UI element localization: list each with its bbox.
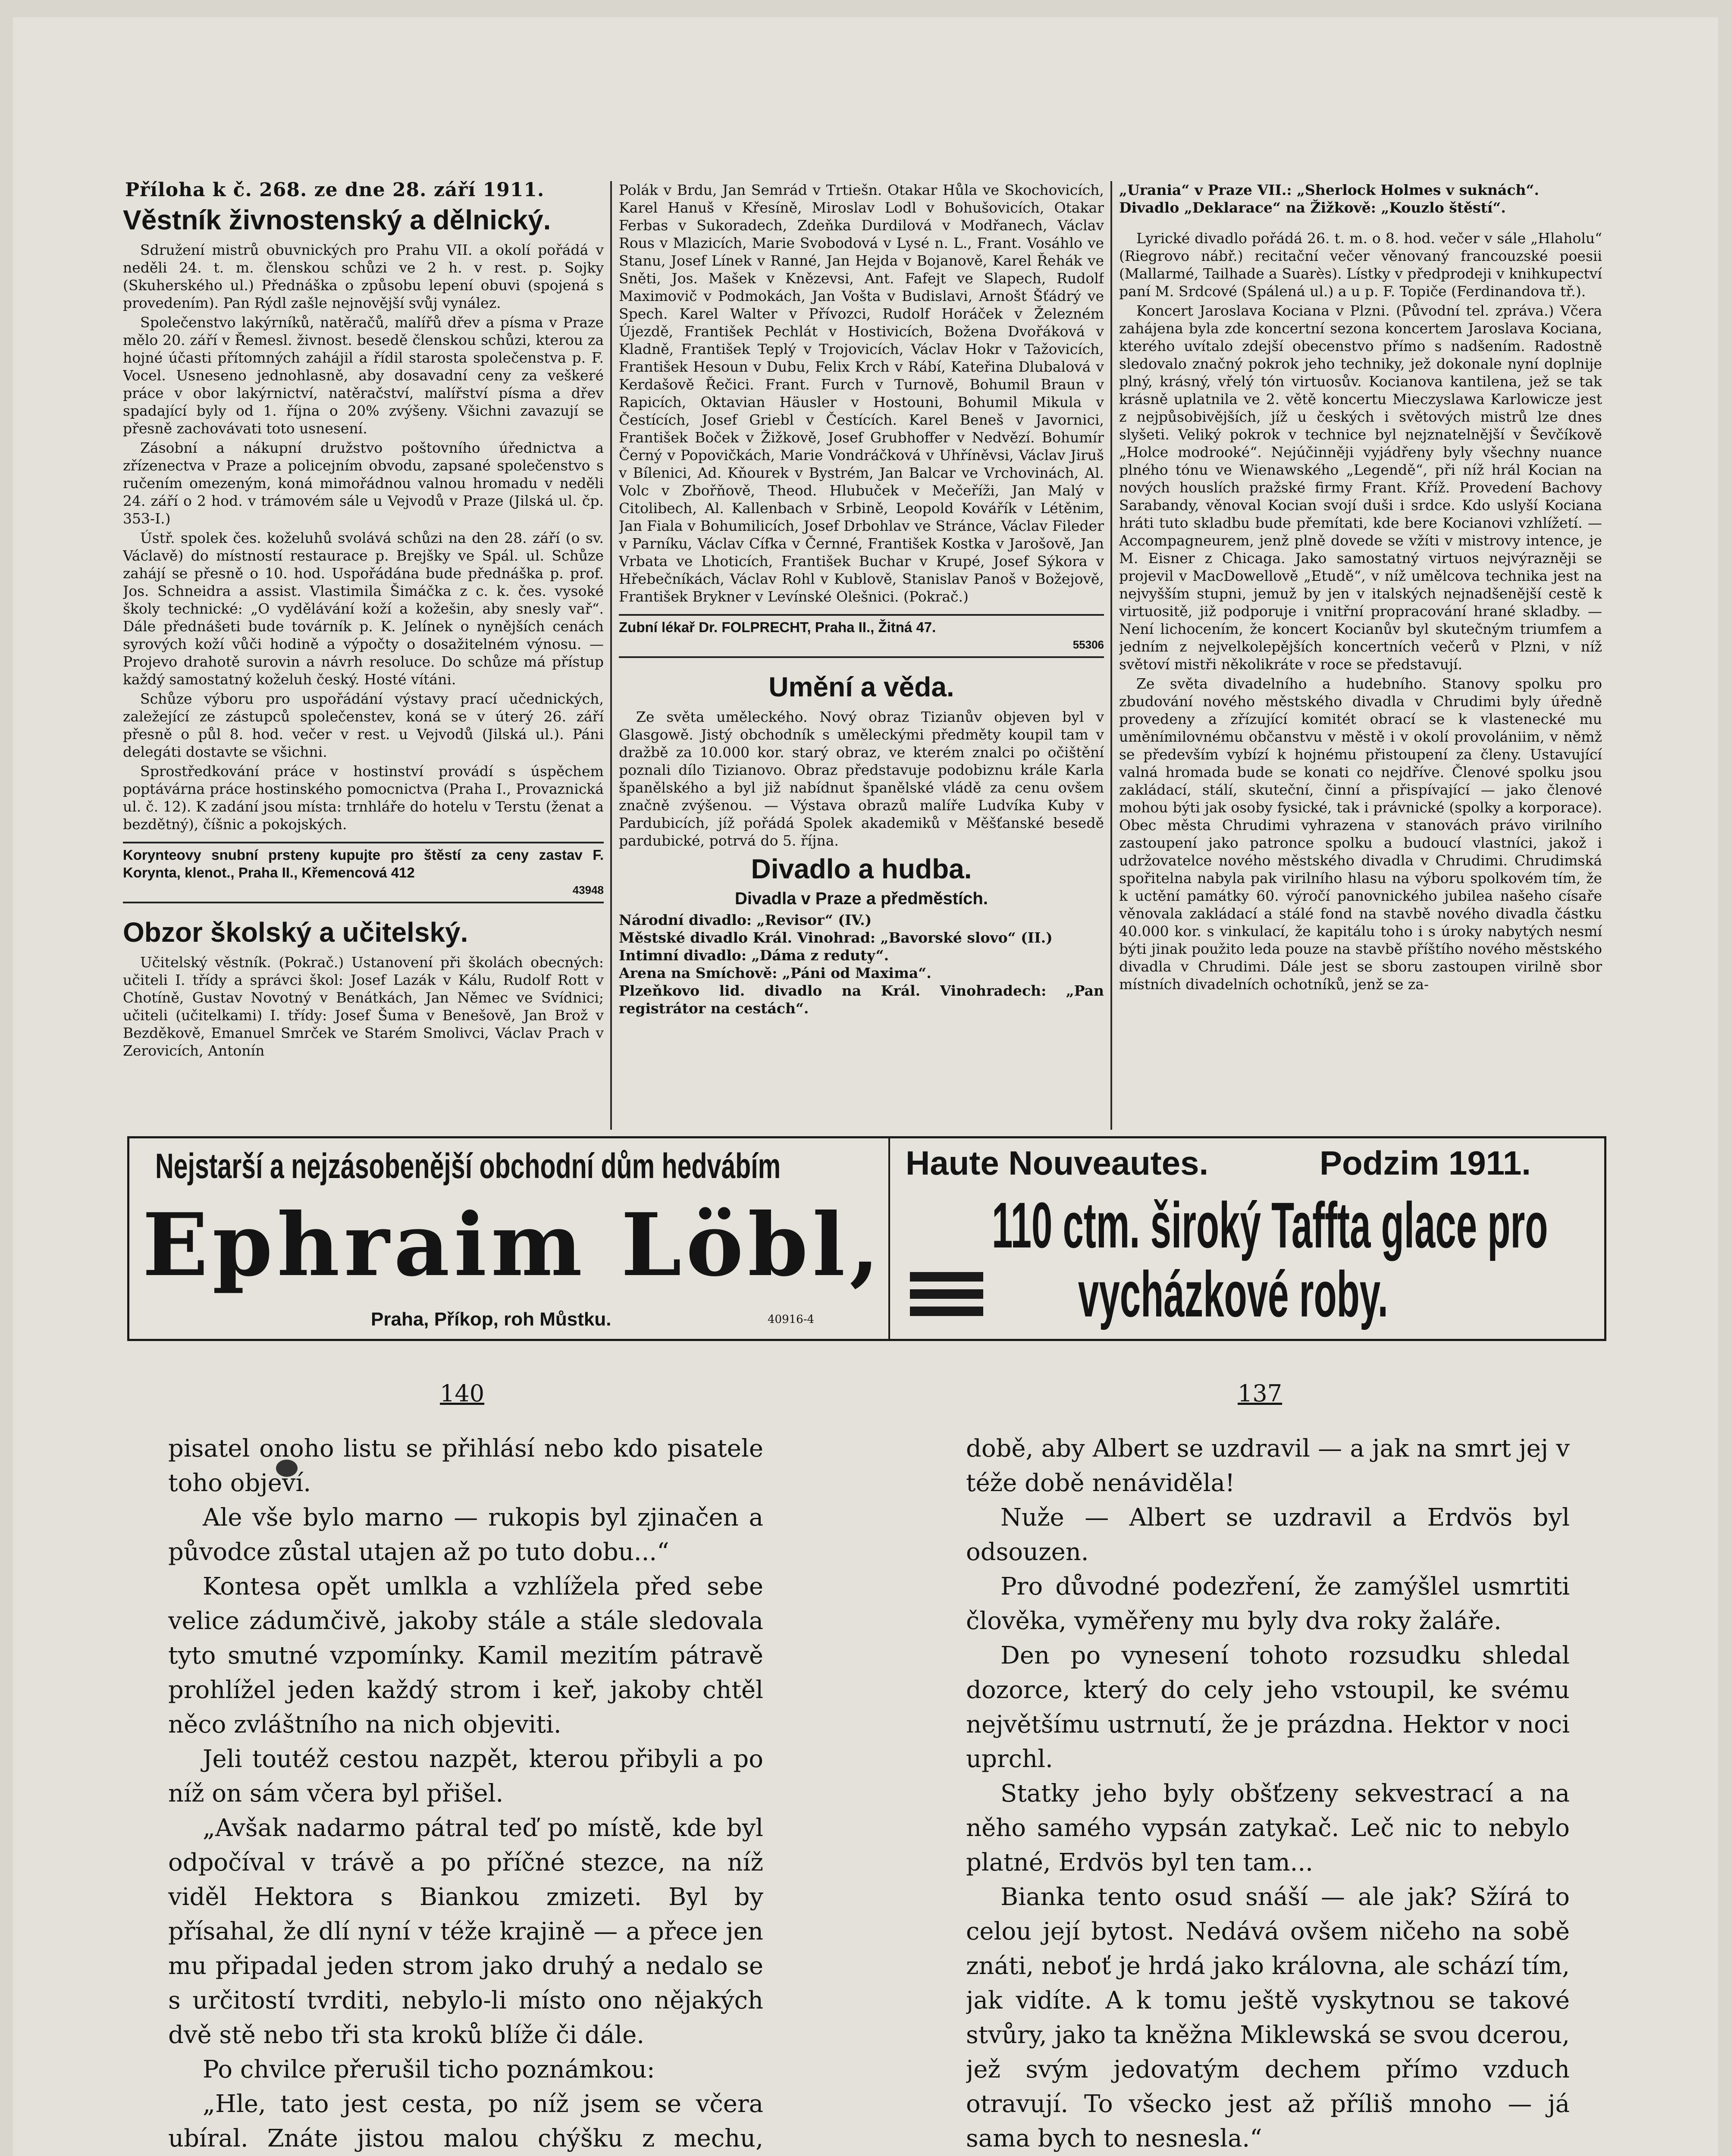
section-title-trade: Věstník živnostenský a dělnický.	[123, 204, 551, 235]
ad-korynta-text: Korynteovy snubní prsteny kupujte pro štěstí za ceny zastav F. Korynta, klenot., Praha II., Křemencová 412	[123, 847, 604, 881]
novel-paragraph: Po chvilce přerušil ticho poznámkou:	[203, 2056, 655, 2084]
article-paragraph: Ze světa uměleckého. Nový obraz Tizianův objeven byl v Glasgowě. Jistý obchodník s uměleckými předměty koupil tam v dražbě za 10.000 kor. starý obraz, ve kterém znalci po očištění poznali dílo Tizianovo. Obraz představuje podobiznu krále Karla španělského a byl již nabídnut španělské vládě za cenu ovšem značně zvýšenou. — Výstava obrazů malíře Ludvíka Kuby v Pardubicích, jíž pořádá Spolek akademiků v Měšťanské besedě pardubické, potrvá do 5. října.	[619, 708, 1104, 849]
article-paragraph: Schůze výboru pro uspořádání výstavy prací učednických, zaležející ze zástupců společenstev, koná se v úterý 26. září přesně o půl 8. hod. večer v rest. u Vejvodů (Jilská ul.). Páni delegáti dostavte se všichni.	[123, 690, 604, 760]
section-title-school: Obzor školský a učitelský.	[123, 917, 468, 948]
column-3	[1119, 181, 1602, 1130]
ad-dentist	[619, 614, 1104, 658]
ad-decor-bar	[910, 1307, 983, 1316]
ad-address: Praha, Příkop, roh Můstku.	[371, 1309, 611, 1330]
theatre-listing: „Urania“ v Praze VII.: „Sherlock Holmes v suknách“.	[1119, 182, 1539, 198]
novel-paragraph: Kontesa opět umlkla a vzhlížela před sebe velice zádumčivě, jakoby stále a stále sledovala tyto smutné vzpomínky. Kamil mezitím pátravě prohlížel jeden každý strom i keř, jakoby chtěl něco zvláštního na nich objeviti.	[168, 1573, 763, 1739]
article-paragraph: Lyrické divadlo pořádá 26. t. m. o 8. hod. večer v sále „Hlaholu“ (Riegrovo nábř.) recitační večer věnovaný francouzské poesii (Mallarmé, Tailhade a Suarès). Lístky v předprodeji v knihkupectví paní M. Srdcové (Spálená ul.) a u p. F. Topiče (Ferdinandova tř.).	[1119, 230, 1602, 300]
theatre-listing: Národní divadlo: „Revisor“ (IV.)	[619, 912, 872, 928]
silk-store-ad	[127, 1136, 1606, 1341]
article-paragraph: Sprostředkování práce v hostinství provádí s úspěchem poptávárna práce hostinského pomocnictva (Praha I., Provaznická ul. č. 12). K zadání jsou místa: trnhláře do hotelu v Terstu (ženat a bezdětný), číšnic a pokojských.	[123, 763, 604, 833]
column-divider	[610, 181, 612, 1130]
ad-korynta-number: 43948	[572, 884, 604, 896]
newspaper-page	[13, 17, 1718, 2156]
novel-paragraph: Bianka tento osud snáší — ale jak? Sžírá to celou její bytost. Nedává ovšem ničeho na sobě znáti, neboť je hrdá jako královna, ale schází tím, jak vidíte. A k tomu ještě vyskytnou se takové stvůry, jako ta kněžna Miklewská se svou dcerou, jež svým jedovatým dechem přímo vzduch otravují. To všecko jest až příliš mnoho — já sama bych to nesnesla.“	[966, 1883, 1570, 2153]
ad-number: 40916-4	[768, 1313, 815, 1326]
novel-page-right	[966, 1432, 1570, 2156]
article-paragraph: Ústř. spolek čes. koželuhů svolává schůzi na den 28. září (o sv. Václavě) do místností restaurace p. Brejšky ve Spál. ul. Schůze zahájí se přesně o 10. hod. Uspořádána bude přednáška p. prof. Jos. Schneidra a assist. Vlastimila Šimáčka z c. k. čes. vysoké školy technické: „O vydělávání koží a kožešin, aby snesly vař“. Dále přednášeti bude továrník p. K. Jelínek o nynějších cenách syrových koží vůči hodině a výpočty o dosažitelném výnosu. — Projevo drahotě surovin a návrh resoluce. Do schůze má přístup každý samostatný koželuh český. Hosté vítáni.	[123, 530, 604, 688]
novel-paragraph: Nuže — Albert se uzdravil a Erdvös byl odsouzen.	[966, 1504, 1570, 1566]
ad-left-panel	[129, 1138, 890, 1339]
ad-dentist-number: 55306	[1072, 638, 1104, 651]
theatre-listing: Městské divadlo Král. Vinohrad: „Bavorské slovo“ (II.)	[619, 929, 1053, 946]
article-paragraph: Společenstvo lakýrníků, natěračů, malířů dřev a písma v Praze mělo 20. září v Řemesl. živnost. besedě členskou schůzi, kterou za hojné účasti přítomných zahájil a řídil starosta společenstva p. F. Vocel. Usneseno jednohlasně, aby dosavadní ceny za veškeré práce v obor lakýrnictví, natěračství, malířství písma a dřev spadající byly od 1. října o 20% zvýšeny. Všichni zavazují se přesně zachovávati toto usnesení.	[123, 314, 604, 437]
section-title-art: Umění a věda.	[768, 671, 954, 702]
column-divider	[1110, 181, 1112, 1130]
page-number-left: 140	[440, 1380, 485, 1407]
ad-offer-line-1: 110 ctm. široký Taffta glace pro	[992, 1189, 1548, 1261]
article-paragraph: Sdružení mistrů obuvnických pro Prahu VII. a okolí pořádá v neděli 24. t. m. členskou schůzi ve 2 h. v rest. p. Sojky (Skuherského ul.) Přednáška o způsobu lepení obuvi (spojená s provedením). Pan Rýdl zašle nejnovější svůj vynález.	[123, 241, 604, 311]
theatre-listing: Arena na Smíchově: „Páni od Maxima“.	[619, 965, 931, 981]
theatre-listing: Divadlo „Deklarace“ na Žižkově: „Kouzlo štěstí“.	[1119, 199, 1506, 216]
novel-paragraph: Statky jeho byly obšťzeny sekvestrací a na něho samého vypsán zatykač. Leč nic to nebylo platné, Erdvös byl ten tam...	[966, 1780, 1570, 1877]
ad-brand-name: Ephraim Löbl,	[142, 1194, 884, 1296]
theatre-subtitle: Divadla v Praze a předměstích.	[735, 889, 988, 908]
novel-paragraph: pisatel onoho listu se přihlásí nebo kdo pisatele toho objeví.	[168, 1435, 763, 1497]
ad-dentist-text: Zubní lékař Dr. FOLPRECHT, Praha II., Žitná 47.	[619, 619, 936, 635]
novel-paragraph: Ale vše bylo marno — rukopis byl zjinačen a původce zůstal utajen až po tuto dobu...“	[168, 1504, 763, 1566]
page-number-right: 137	[1238, 1380, 1283, 1407]
ad-decor-bar	[910, 1272, 983, 1282]
article-paragraph: Ze světa divadelního a hudebního. Stanovy spolku pro zbudování nového městského divadla v Chrudimi byly úředně provedeny a zřízující komitét obrací se k vlastenecké mu uměnímilovnému občanstvu v městě i v okolí provolániim, v němž se především vybízí k hojnému přistoupení za členy. Ustavující valná hromada bude se konati co nejdříve. Členové spolku jsou zakládací, stálí, skuteční, činní a přispívající — jako členové mohou býti jak osoby fysické, tak i právnické (spolky a korporace). Obec města Chrudimi vyhrazena v stanovách právo virilního zastoupení jako patronce spolku a budoucí vlastníci, jakož i udržovatelce nového městského divadla v Chrudimi. Chrudimská spořitelna nabyla pak virilního hlasu na výboru spolkovém tím, že k uctění památky 60. výročí panovnického jubilea našeho císaře věnovala zakládací a stálé fond na stavbě nového divadla částku 40.000 kor. s vinkulací, že kapitálu toho i s úroky nabytých nesmí býti jinak použito leda pouze na stavbě příštího nového městského divadla v Chrudimi. Dále jest se sboru zastoupen virilně sbor místních divadelních ochotníků, jenž se za-	[1119, 675, 1602, 993]
article-paragraph: Polák v Brdu, Jan Semrád v Trtiešn. Otakar Hůla ve Skochovicích, Karel Hanuš v Křesíně, Miroslav Lodl v Bohušovicích, Otakar Ferbas v Sukoradech, Zdeňka Durdilová v Modřanech, Václav Rous v Mlazicích, Marie Svobodová v Lysé n. L., Frant. Vosáhlo ve Stanu, Josef Línek v Ranné, Jan Hejda v Bojanově, Karel Řehák ve Sněti, Jos. Mašek v Knězevsi, Ant. Fafejt ve Slapech, Rudolf Maximovič v Podmokách, Jan Vošta v Budislavi, Arnošt Šťádrý ve Spech. Karel Walter v Přívozci, Rudolf Horáček v Železném Újezdě, František Pechlát v Hostivicích, Božena Dvořáková v Kladně, František Teplý v Trojovicích, Václav Hokr v Tažovicích, František Hesoun v Dubu, Felix Krch v Rábí, Kateřina Dlubalová v Kerdašově Řečici. Frant. Furch v Turnově, Bohumil Braun v Rapicích, Oktavian Häusler v Hostouni, Bohumil Mikula v Čestících, Josef Griebl v Čestících. Karel Beneš v Javornici, František Boček v Žižkově, Josef Grubhoffer v Nedvězí. Bohumír Černý v Popovičkách, Marie Vondráčková v Uhříněvsi, Václav Jiruš v Bílenici, Ad. Kňourek v Bystrém, Jan Balcar ve Vrchovinách, Al. Volc v Zbořňově, Theod. Hlubuček v Mečeříži, Jan Malý v Citolibech, Al. Kallenbach v Srbině, Leopold Kovářík v Létěnim, Jan Fiala v Bohumilicích, Josef Drbohlav ve Stránce, Václav Fileder v Parníku, Václav Cífka v Černné, František Kostka v Jarošově, Jan Vrbata ve Lhoticích, František Buchar v Krupé, Josef Sýkora v Hřebečníkách, Václav Rohl v Kublově, Stanislav Panoš v Božejově, František Brykner v Levínské Olešnici. (Pokrač.)	[619, 182, 1104, 605]
novel-paragraph: Jeli toutéž cestou nazpět, kterou přibyli a po níž on sám včera byl přišel.	[168, 1745, 763, 1808]
theatre-listing: Intimní divadlo: „Dáma z reduty“.	[619, 947, 889, 964]
ad-slogan: Nejstarší a nejzásobenější obchodní dům hedvábím	[155, 1147, 781, 1186]
article-paragraph: Koncert Jaroslava Kociana v Plzni. (Původní tel. zpráva.) Včera zahájena byla zde koncertní sezona koncertem Jaroslava Kociana, kterého uvítalo zdejší obecenstvo přímo s nadšením. Radostně sledovalo značný pokrok jeho techniky, jež dokonale nyní doplnije plný, krásný, vřelý tón virtuosův. Kocianova kantilena, jež se tak krásně uplatnila ve 2. větě koncertu Mieczyslawa Karlowicze jest z nejpůsobivějších, jíž u českých i světových mistrů lze dnes slyšeti. Veliký pokrok v technice byl nejznatelnější v Ševčíkově „Holce modrooké“. Nejúčinněji vyjádřeny byly všechny nuance plného tónu ve Wienawského „Legendě“, při níž hrál Kocian na nových houslích pražské firmy Frant. Kříž. Provedení Bachovy Sarabandy, věnoval Kocian svojí duši i srdce. Kdo uslyší Kociana hráti tuto skladbu bude přemítati, kde bere Kocianovi vzhlížetí. — Accompagneurem, jenž plně dovede se vžíti v mistrovy intence, je M. Eisner z Chicaga. Jako samostatný virtuos nejvýrazněji se projevil v MacDowellově „Etudě“, v níž umělcova technika jest na nejvyšším stupni, jemuž by jen v italských nejnadšenější cestě k virtuositě, již podporuje i vnitřní propracování hrané skladby. — Není lichocením, že koncert Kocianův byl skutečným triumfem a jedním z nejvelkolepějších koncertních večerů v Plzni, v níž světoví mistři několikráte v roce se představují.	[1119, 302, 1602, 673]
ad-korynta	[123, 842, 604, 903]
novel-page-left	[168, 1432, 763, 2156]
section-title-theatre: Divadlo a hudba.	[751, 853, 972, 884]
theatre-listing: Plzeňkovo lid. divadlo na Král. Vinohradech: „Pan registrátor na cestách“.	[619, 982, 1104, 1017]
novel-paragraph: době, aby Albert se uzdravil — a jak na smrt jej v téže době nenáviděla!	[966, 1435, 1570, 1497]
ad-decor-bar	[910, 1289, 983, 1299]
ad-nouveautes: Haute Nouveautes.	[906, 1144, 1209, 1182]
column-2	[619, 181, 1104, 1130]
column-1	[123, 201, 604, 1128]
article-paragraph: Zásobní a nákupní družstvo poštovního úřednictva a zřízenectva v Praze a policejním obvodu, zapsané společenstvo s ručením omezeným, koná mimořádnou valnou hromadu v neděli 24. září o 2 hod. v trámovém sále u Vejvodů v Praze (Jilská ul. čp. 353-I.)	[123, 439, 604, 527]
ad-offer-line-2: vycházkové roby.	[1078, 1258, 1388, 1330]
novel-paragraph: „Hle, tato jest cesta, po níž jsem se včera ubíral. Znáte jistou malou chýšku z mechu,	[168, 2090, 763, 2153]
issue-header: Příloha k č. 268. ze dne 28. září 1911.	[125, 179, 545, 201]
novel-paragraph: Pro důvodné podezření, že zamýšlel usmrtiti člověka, vyměřeny mu byly dva roky žaláře.	[966, 1573, 1570, 1635]
novel-paragraph: Den po vynesení tohoto rozsudku shledal dozorce, který do cely jeho vstoupil, ke svému největšímu ustrnutí, že je prázdna. Hektor v noci uprchl.	[966, 1642, 1570, 1773]
article-paragraph: Učitelský věstník. (Pokrač.) Ustanovení při školách obecných: učiteli I. třídy a správci škol: Josef Lazák v Kálu, Rudolf Rott v Chotíně, Gustav Novotný v Benátkách, Jan Němec ve Svídnici; učiteli (učitelkami) I. třídy: Josef Šuma v Benešově, Jan Brož v Bezděkově, Emanuel Smrček ve Starém Smolivci, Václav Prach v Zerovicích, Antonín	[123, 954, 604, 1059]
novel-paragraph: „Avšak nadarmo pátral teď po místě, kde byl odpočíval v trávě a po příčné stezce, na níž viděl Hektora s Biankou zmizeti. Byl by přísahal, že dlí nyní v téže krajině — a přece jen mu připadal jeden strom jako druhý a nedalo se s určitostí tvrditi, nebylo-li místo ono nějakých dvě stě nebo tři sta kroků blíže či dále.	[168, 1814, 763, 2049]
ad-season: Podzim 1911.	[1320, 1144, 1531, 1182]
